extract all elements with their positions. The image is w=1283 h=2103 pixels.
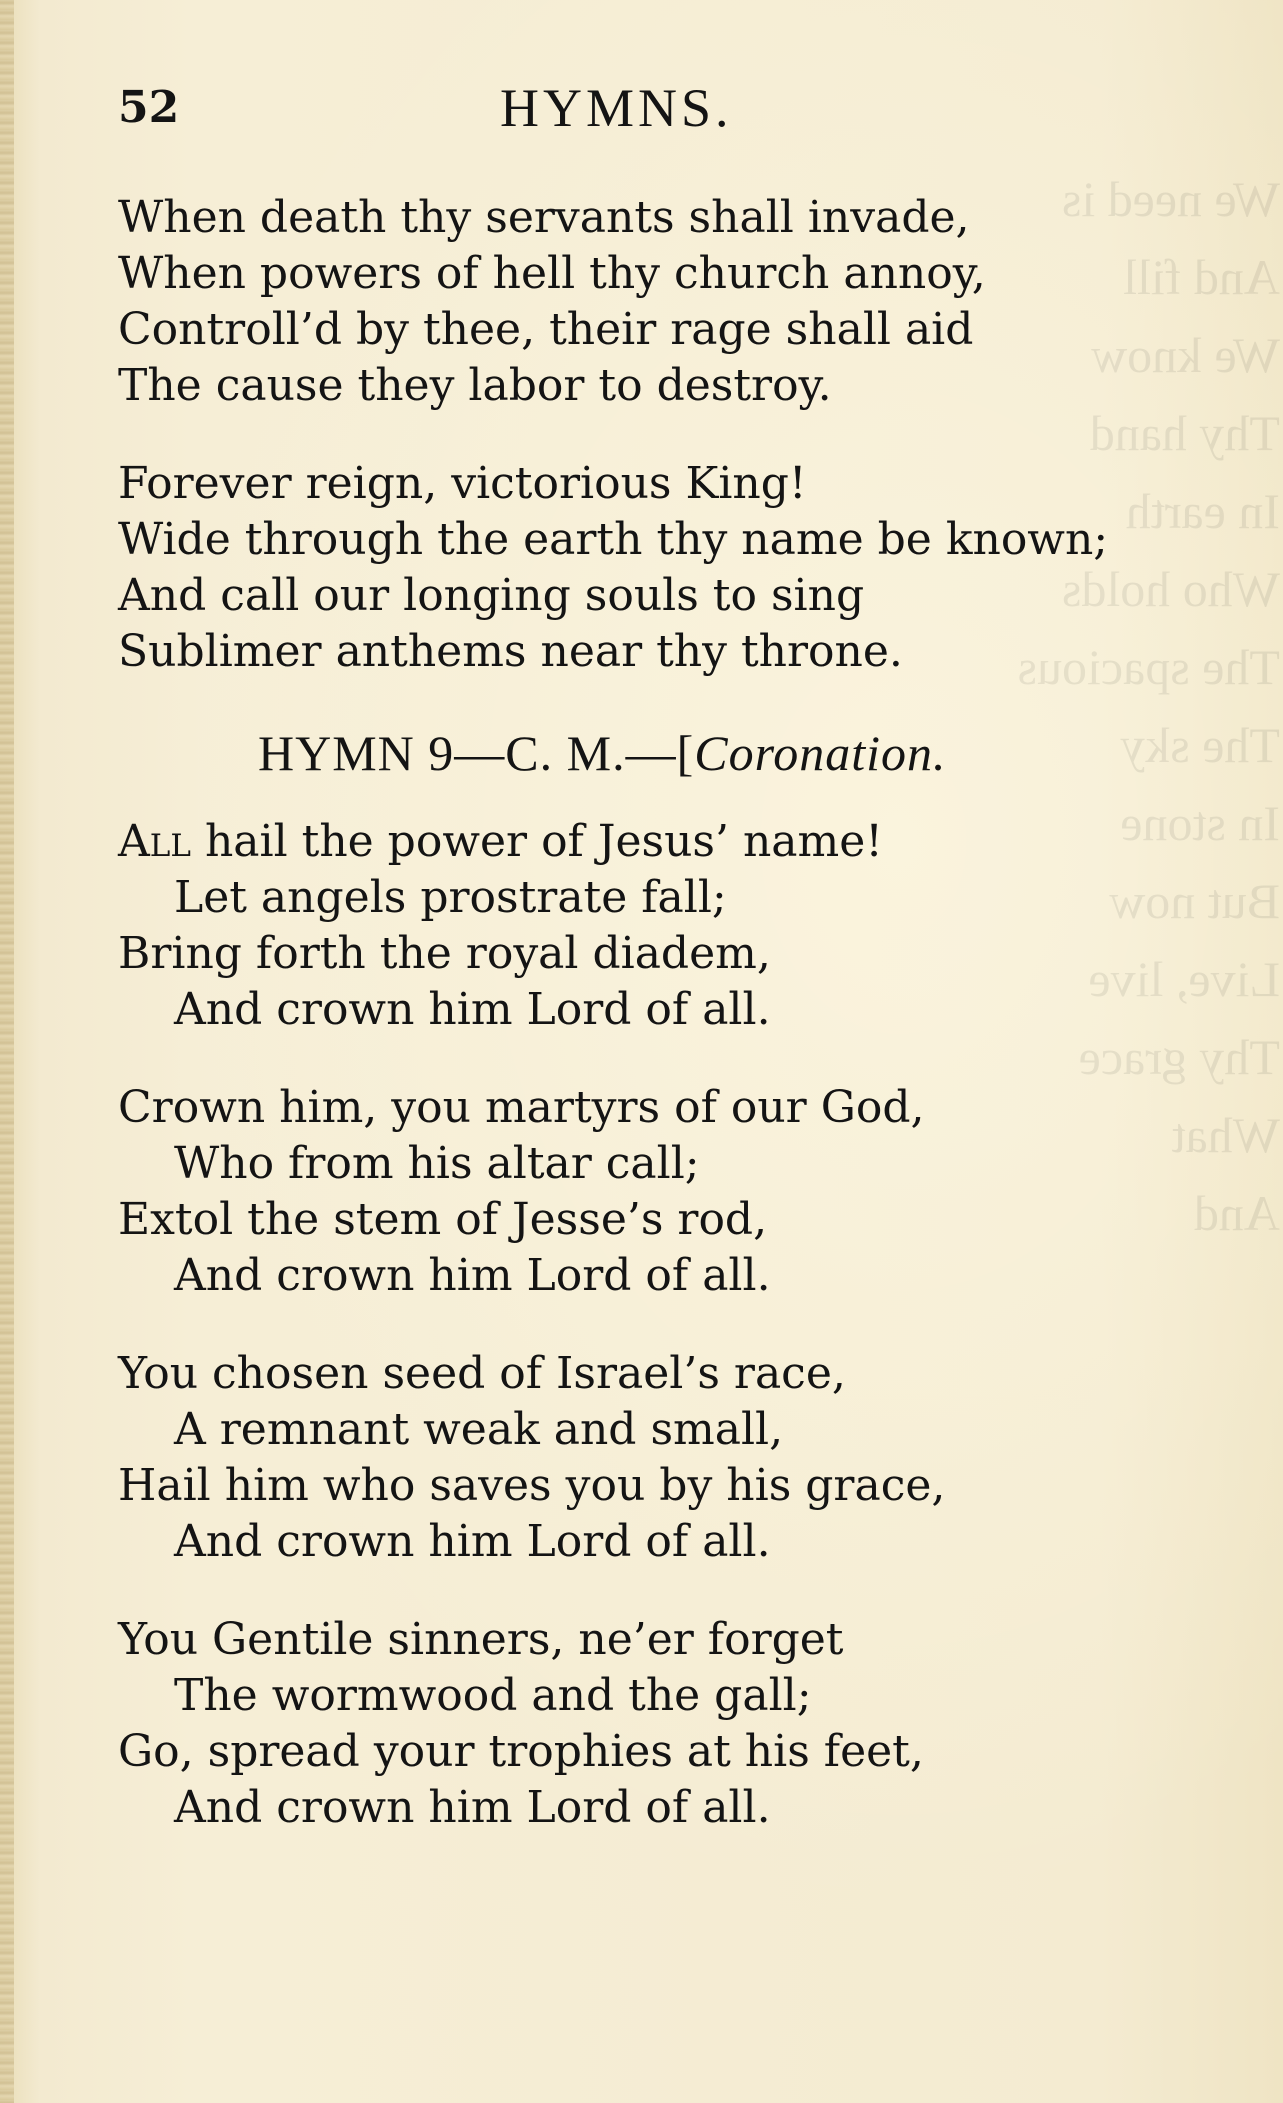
opening-line-rest: hail the power of Jesus’ name! [190,816,883,867]
verse-line: Controll’d by thee, their rage shall aid [118,304,974,355]
verse-line: The wormwood and the gall; [174,1670,812,1721]
hymn-stanza-1 [118,814,1238,1038]
page-content [118,190,1238,1878]
verse-line: And crown him Lord of all. [174,1516,771,1567]
show-through-decoration: We need is And fill We know Thy hand In earth Who holds The spacious The sky In stone But now Live, live Thy grace What And [1017,171,1280,1241]
verse-line: And crown him Lord of all. [174,1250,771,1301]
verse-line: Who from his altar call; [174,1138,700,1189]
verse-line: And crown him Lord of all. [174,1782,771,1833]
verse-line: Bring forth the royal diadem, [118,928,771,979]
verse-line: Extol the stem of Jesse’s rod, [118,1194,768,1245]
verse-line: You Gentile sinners, ne’er forget [118,1614,844,1665]
verse-line: Sublimer anthems near thy throne. [118,626,903,677]
hymn-tune-name: Coronation. [694,725,947,781]
hymn-stanza-2 [118,1080,1238,1304]
verse-line: The cause they labor to destroy. [118,360,832,411]
verse-line: And call our longing souls to sing [118,570,865,621]
verse-line: You chosen seed of Israel’s race, [118,1348,846,1399]
verse-line: Wide through the earth thy name be known; [118,514,1109,565]
stanza-previous-1 [118,190,1238,414]
verse-line [118,814,1238,870]
verse-line: Let angels prostrate fall; [174,872,727,923]
verse-line: Go, spread your trophies at his feet, [118,1726,924,1777]
page-header [118,78,1198,138]
verse-line: And crown him Lord of all. [174,984,771,1035]
hymn-heading-number: HYMN 9—C. M.—[ [258,725,695,781]
hymn-stanza-4 [118,1612,1238,1836]
verse-line: When powers of hell thy church annoy, [118,248,986,299]
hymn-heading [118,722,1238,784]
page-edge-decoration [0,0,14,2103]
verse-line: Forever reign, victorious King! [118,458,807,509]
hymn-stanza-3 [118,1346,1238,1570]
verse-line: Crown him, you martyrs of our God, [118,1082,925,1133]
stanza-previous-2 [118,456,1238,680]
verse-line: A remnant weak and small, [174,1404,784,1455]
page-number: 52 [118,82,180,133]
opening-word: All [118,816,191,867]
verse-line: When death thy servants shall invade, [118,192,970,243]
running-title: HYMNS. [500,78,733,138]
verse-line: Hail him who saves you by his grace, [118,1460,946,1511]
